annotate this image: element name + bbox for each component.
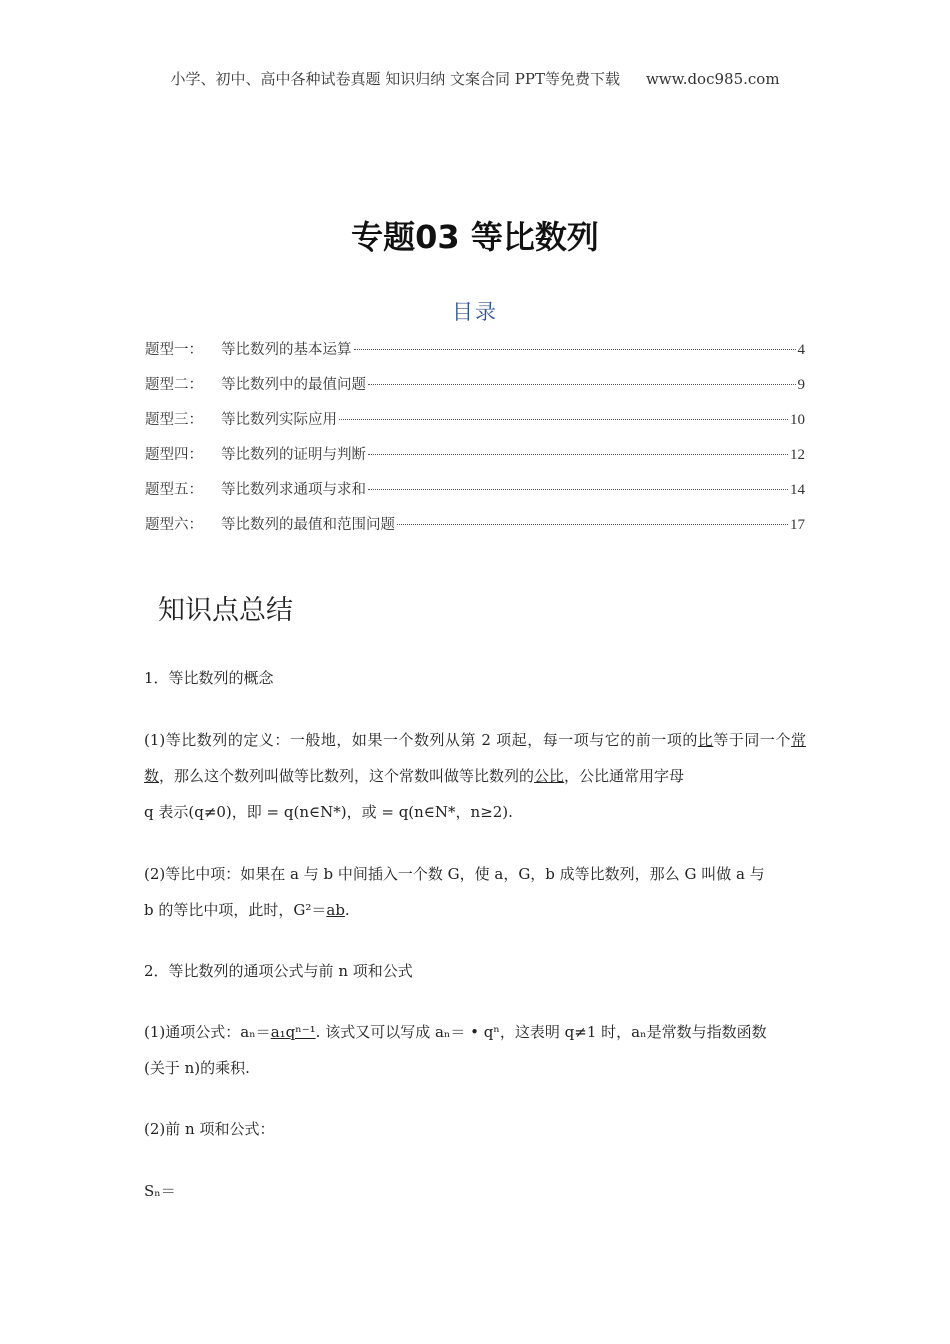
- toc-item[interactable]: [145, 373, 805, 408]
- toc-item[interactable]: [145, 408, 805, 443]
- toc-item-page: 12: [790, 447, 805, 463]
- paragraph-geometric-mean: [144, 856, 806, 928]
- definition-text-1: (1)等比数列的定义：一般地，如果一个数列从第 2 项起，每一项与它的前一项的: [144, 731, 698, 749]
- toc-item-number: 题型一：: [145, 342, 203, 358]
- toc-heading: 目录: [452, 300, 498, 324]
- paragraph-sum-formula: (2)前 n 项和公式：: [144, 1120, 275, 1138]
- underlined-term-constant: 常数: [144, 731, 806, 785]
- toc-item-label: 等比数列中的最值问题: [221, 377, 366, 393]
- toc-item-page: 10: [790, 412, 805, 428]
- header-site[interactable]: www.doc985.com: [645, 70, 780, 88]
- toc-item-page: 14: [790, 482, 805, 498]
- toc-item-label: 等比数列实际应用: [221, 412, 337, 428]
- definition-text-3: ，那么这个数列叫做等比数列，这个常数叫做等比数列的: [159, 767, 535, 785]
- toc-item-page: 17: [790, 517, 805, 533]
- general-term-text-2: . 该式又可以写成 aₙ＝ • qⁿ，这表明 q≠1 时，aₙ是常数与指数函数: [315, 1023, 767, 1041]
- toc-item-number: 题型五：: [145, 482, 203, 498]
- underlined-term-common-ratio: 公比: [534, 767, 565, 785]
- paragraph-general-term: [144, 1014, 806, 1086]
- toc-item-label: 等比数列的证明与判断: [221, 447, 366, 463]
- toc-leader-dots: [339, 419, 788, 420]
- toc-leader-dots: [397, 524, 788, 525]
- toc-item[interactable]: [145, 478, 805, 513]
- toc-item-page: 9: [797, 377, 805, 393]
- underlined-term-ab: ab: [326, 901, 345, 919]
- toc-item[interactable]: [145, 338, 805, 373]
- section-heading: 知识点总结: [158, 595, 293, 626]
- toc-item[interactable]: [145, 443, 805, 478]
- subheading-concept: 1．等比数列的概念: [144, 669, 274, 687]
- table-of-contents: [145, 338, 805, 548]
- toc-item-number: 题型三：: [145, 412, 203, 428]
- definition-formula: q 表示(q≠0)，即 = q(n∈N*)，或 = q(n∈N*，n≥2).: [144, 803, 513, 821]
- underlined-formula: a₁qⁿ⁻¹: [270, 1023, 316, 1041]
- toc-item-page: 4: [797, 342, 805, 358]
- toc-item-label: 等比数列求通项与求和: [221, 482, 366, 498]
- definition-text-2: 等于同一个: [713, 731, 791, 749]
- page-header: [0, 68, 950, 89]
- toc-leader-dots: [368, 454, 788, 455]
- paragraph-definition: [144, 722, 806, 830]
- definition-text-4: ，公比通常用字母: [564, 767, 685, 785]
- general-term-text-1: (1)通项公式：aₙ＝: [144, 1023, 271, 1041]
- mean-text-1: (2)等比中项：如果在 a 与 b 中间插入一个数 G，使 a，G，b 成等比数列，那么 G 叫做 a 与: [144, 865, 765, 883]
- underlined-term-ratio: 比: [697, 731, 714, 749]
- toc-item-label: 等比数列的最值和范围问题: [221, 517, 395, 533]
- general-term-text-3: (关于 n)的乘积.: [144, 1059, 250, 1077]
- subheading-formulas: 2．等比数列的通项公式与前 n 项和公式: [144, 962, 413, 980]
- mean-text-3: .: [344, 901, 350, 919]
- toc-leader-dots: [354, 349, 796, 350]
- toc-item-number: 题型二：: [145, 377, 203, 393]
- toc-item-number: 题型六：: [145, 517, 203, 533]
- toc-item-label: 等比数列的基本运算: [221, 342, 352, 358]
- page-title: 专题03 等比数列: [351, 218, 599, 256]
- toc-item[interactable]: [145, 513, 805, 548]
- header-text: 小学、初中、高中各种试卷真题 知识归纳 文案合同 PPT等免费下载: [170, 70, 620, 88]
- mean-text-2: b 的等比中项，此时，G²＝: [144, 901, 327, 919]
- toc-item-number: 题型四：: [145, 447, 203, 463]
- sum-formula-lhs: Sₙ＝: [144, 1182, 176, 1200]
- toc-leader-dots: [368, 384, 796, 385]
- toc-leader-dots: [368, 489, 788, 490]
